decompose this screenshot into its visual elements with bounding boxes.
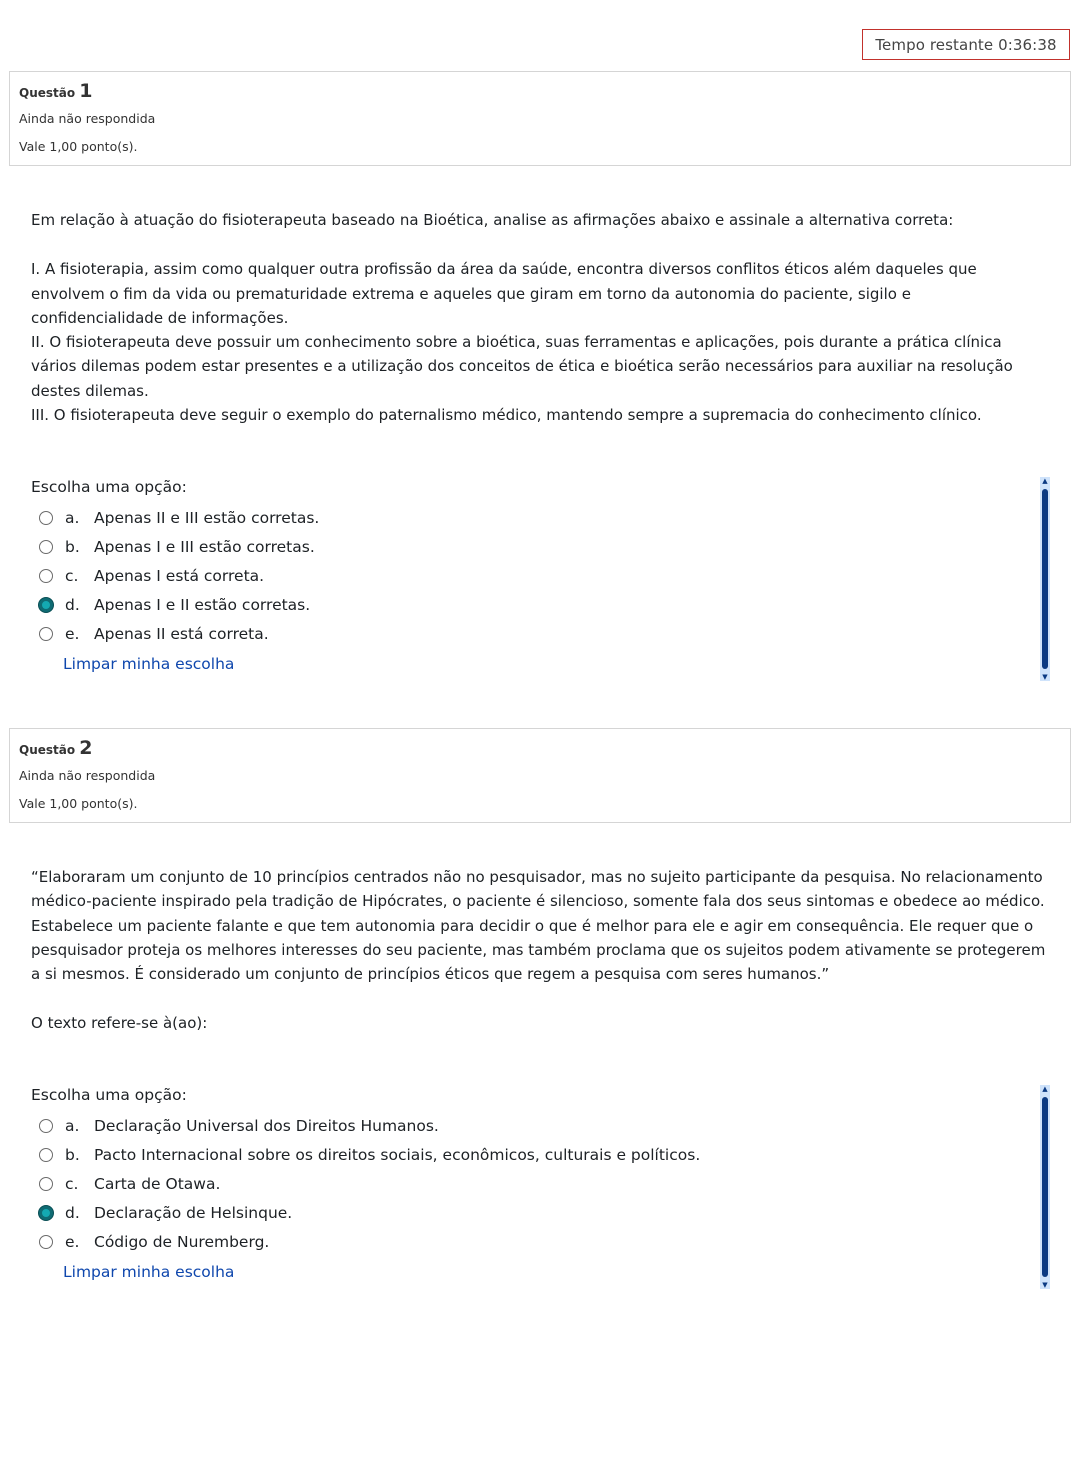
radio-button[interactable] — [39, 511, 53, 525]
question-stem: O texto refere-se à(ao): — [31, 1014, 208, 1033]
scrollbar[interactable] — [1040, 1085, 1050, 1289]
question-2-answers — [39, 1111, 700, 1256]
radio-button[interactable] — [39, 569, 53, 583]
radio-button[interactable] — [39, 540, 53, 554]
statement-i: I. A fisioterapia, assim como qualquer outra profissão da área da saúde, encontra diversos conflitos éticos além daqueles que envolvem o fim da vida ou prematuridade extrema e aqueles que giram em torno da autonomia do paciente, sigilo e confidencialidade de informações. — [31, 260, 977, 327]
option-d[interactable]: d. Declaração de Helsinque. — [39, 1198, 700, 1227]
scroll-up-arrow-icon[interactable]: ▲ — [1042, 1085, 1048, 1093]
radio-button-checked[interactable] — [39, 1206, 53, 1220]
radio-button[interactable] — [39, 1119, 53, 1133]
question-state: Ainda não respondida — [19, 768, 156, 783]
statement-ii: II. O fisioterapeuta deve possuir um conhecimento sobre a bioética, suas ferramentas e aplicações, pois durante a prática clínica vários dilemas podem estar presentes e a utilização dos conceitos de ética e bioética serão necessários para auxiliar na resolução destes dilemas. — [31, 333, 1013, 400]
option-c[interactable]: c. Apenas I está correta. — [39, 561, 319, 590]
question-1-info — [9, 71, 1071, 166]
question-number: Questão 1 — [19, 80, 93, 102]
question-number: Questão 2 — [19, 737, 93, 759]
question-2-text — [31, 865, 1046, 1036]
radio-button-checked[interactable] — [39, 598, 53, 612]
radio-button[interactable] — [39, 1148, 53, 1162]
scrollbar-thumb[interactable] — [1042, 489, 1048, 669]
radio-button[interactable] — [39, 1235, 53, 1249]
clear-choice-link[interactable]: Limpar minha escolha — [63, 655, 235, 673]
clear-choice-link[interactable]: Limpar minha escolha — [63, 1263, 235, 1281]
question-state: Ainda não respondida — [19, 111, 156, 126]
choose-option-label: Escolha uma opção: — [31, 478, 187, 496]
option-e[interactable]: e. Apenas II está correta. — [39, 619, 319, 648]
option-a[interactable]: a. Apenas II e III estão corretas. — [39, 503, 319, 532]
scroll-down-arrow-icon[interactable]: ▼ — [1042, 673, 1048, 681]
option-a[interactable]: a. Declaração Universal dos Direitos Humanos. — [39, 1111, 700, 1140]
radio-button[interactable] — [39, 627, 53, 641]
scroll-up-arrow-icon[interactable]: ▲ — [1042, 477, 1048, 485]
option-c[interactable]: c. Carta de Otawa. — [39, 1169, 700, 1198]
choose-option-label: Escolha uma opção: — [31, 1086, 187, 1104]
question-grade: Vale 1,00 ponto(s). — [19, 139, 138, 154]
question-intro: Em relação à atuação do fisioterapeuta baseado na Bioética, analise as afirmações abaixo e assinale a alternativa correta: — [31, 211, 954, 229]
time-remaining: Tempo restante 0:36:38 — [862, 29, 1070, 60]
option-e[interactable]: e. Código de Nuremberg. — [39, 1227, 700, 1256]
option-b[interactable]: b. Apenas I e III estão corretas. — [39, 532, 319, 561]
scroll-down-arrow-icon[interactable]: ▼ — [1042, 1281, 1048, 1289]
question-2-info — [9, 728, 1071, 823]
question-quote: “Elaboraram um conjunto de 10 princípios centrados não no pesquisador, mas no sujeito participante da pesquisa. No relacionamento médico-paciente inspirado pela tradição de Hipócrates, o paciente é silencioso, somente fala dos seus sintomas e obedece ao médico. Estabelece um paciente falante e que tem autonomia para decidir o que é melhor para ele e agir em consequência. Ele requer que o pesquisador proteja os melhores interesses do seu paciente, mas também proclama que os sujeitos podem ativamente se protegerem a si mesmos. É considerado um conjunto de princípios éticos que regem a pesquisa com seres humanos.” — [31, 868, 1046, 984]
scrollbar[interactable] — [1040, 477, 1050, 681]
question-1-answers — [39, 503, 319, 648]
scrollbar-thumb[interactable] — [1042, 1097, 1048, 1277]
statement-iii: III. O fisioterapeuta deve seguir o exemplo do paternalismo médico, mantendo sempre a supremacia do conhecimento clínico. — [31, 406, 982, 425]
question-1-text — [31, 208, 1046, 427]
option-b[interactable]: b. Pacto Internacional sobre os direitos sociais, econômicos, culturais e políticos. — [39, 1140, 700, 1169]
radio-button[interactable] — [39, 1177, 53, 1191]
option-d[interactable]: d. Apenas I e II estão corretas. — [39, 590, 319, 619]
question-grade: Vale 1,00 ponto(s). — [19, 796, 138, 811]
